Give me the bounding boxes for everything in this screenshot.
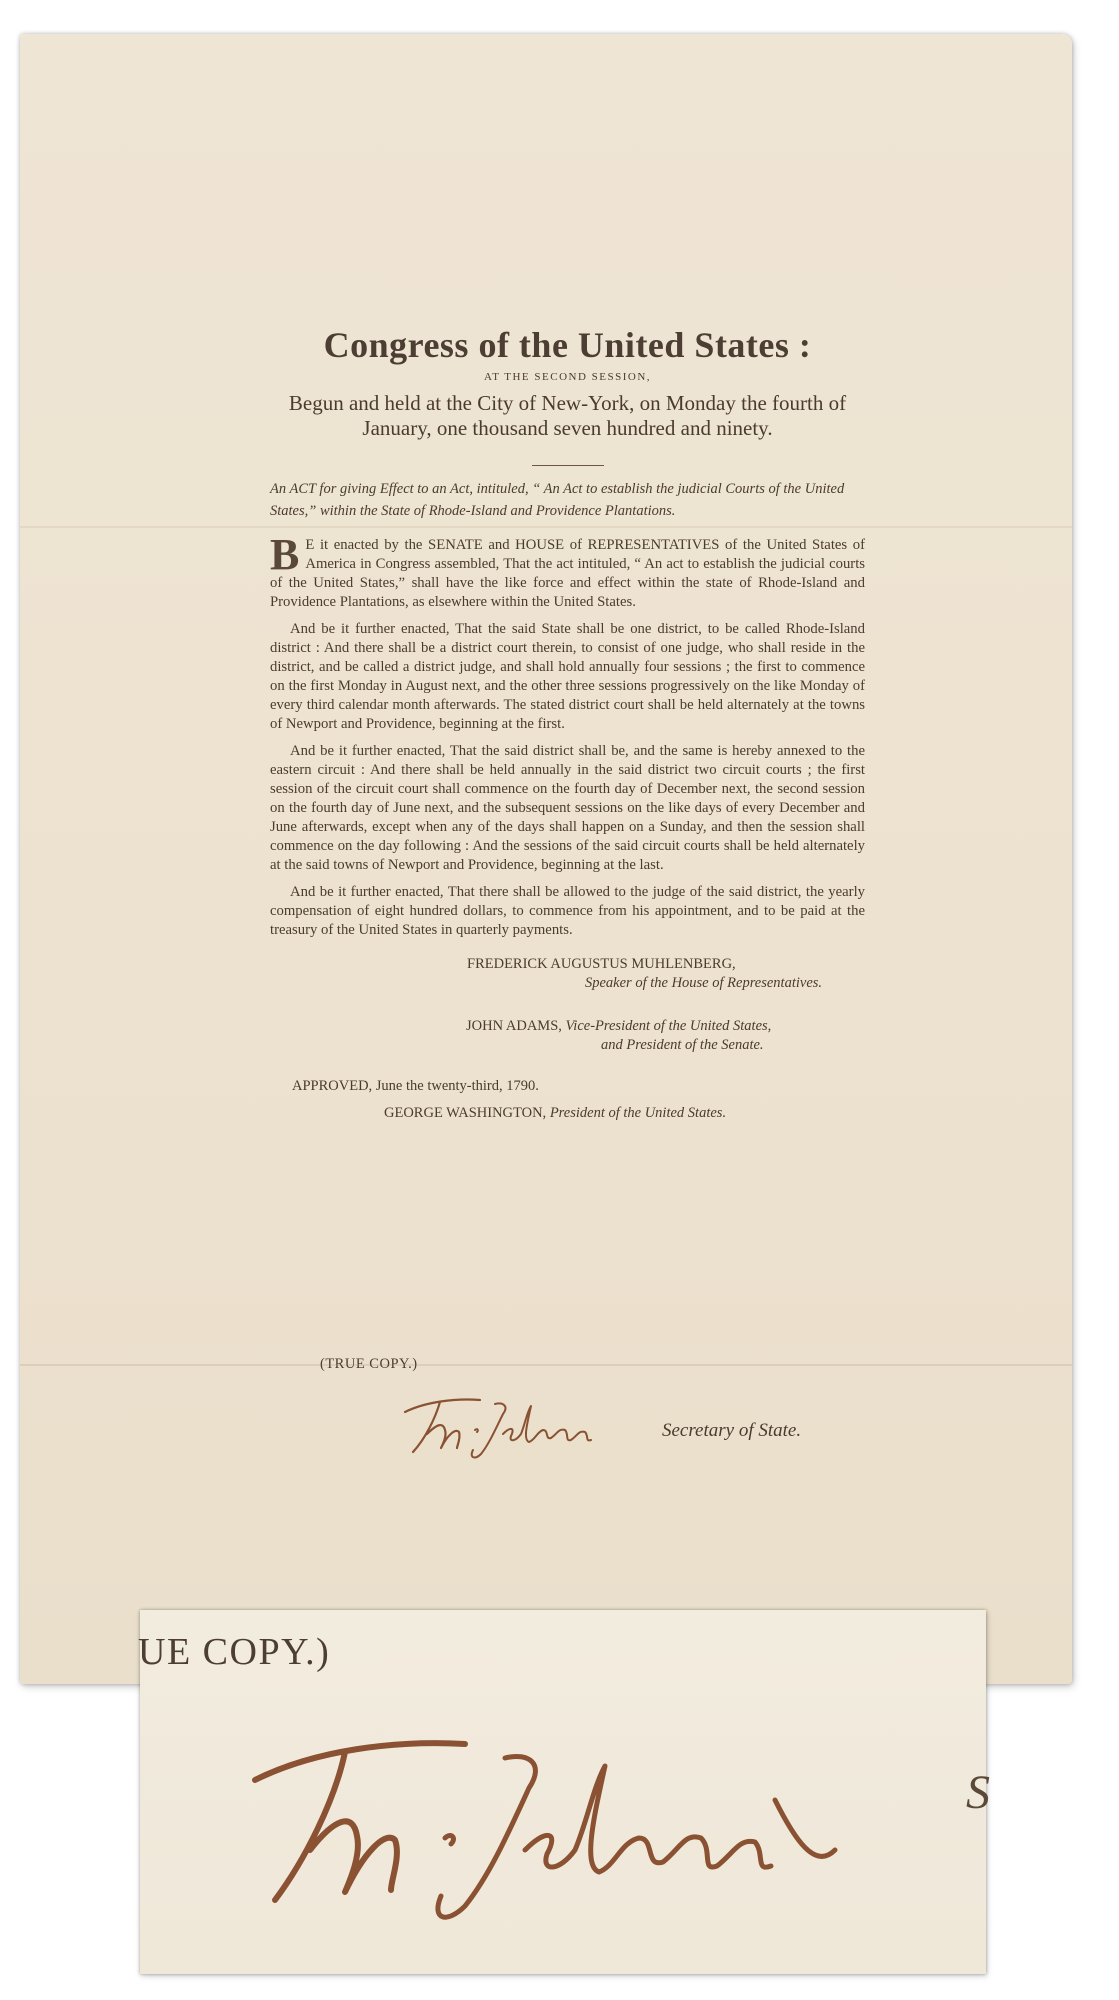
approved-line: APPROVED, June the twenty-third, 1790.: [292, 1078, 539, 1094]
inset-true-copy-text: UE COPY.): [138, 1631, 331, 1673]
adams-title-b: and President of the Senate.: [601, 1037, 764, 1053]
paragraph-2: And be it further enacted, That the said State shall be one district, to be called Rhode-Island district : And there shall be a district court therein, to consist of one judge, who shall reside in the district, and be called a district judge, and shall hold annually four sessions ; the first to commence on the first Monday in August next, and the other three sessions progressively on the like Monday of every third calendar month afterwards. The stated district court shall be held alternately at the towns of Newport and Providence, beginning at the first.: [270, 621, 865, 732]
signature-detail-inset: [138, 1610, 990, 1974]
document-title: Congress of the United States :: [323, 325, 812, 365]
begun-line: Begun and held at the City of New-York, on Monday the fourth of January, one thousand seven hundred and ninety.: [288, 391, 847, 440]
washington-title: President of the United States.: [549, 1105, 727, 1121]
adams-title-a: Vice-President of the United States,: [565, 1018, 772, 1034]
true-copy-label: (TRUE COPY.): [320, 1356, 418, 1372]
muhlenberg-name: FREDERICK AUGUSTUS MUHLENBERG,: [467, 956, 736, 972]
muhlenberg-title: Speaker of the House of Representatives.: [585, 975, 823, 991]
paragraph-1-text: E it enacted by the SENATE and HOUSE of REPRESENTATIVES of the United States of America in Congress assembled, That the act intituled, “ An act to establish the judicial courts of the United States,” shall have the like force and effect within the state of Rhode-Island and Providence Plantations, as elsewhere within the United States.: [270, 537, 865, 610]
drop-cap: B: [270, 530, 300, 579]
washington-name: GEORGE WASHINGTON,: [384, 1105, 547, 1121]
inset-jefferson-signature: [195, 1700, 915, 1940]
washington-line: [270, 1105, 865, 1122]
paragraph-3: And be it further enacted, That the said district shall be, and the same is hereby annexed to the eastern circuit : And there shall be held annually in the said district two circuit courts ; the first session of the circuit court shall commence on the fourth day of December next, the second session on the fourth day of June next, and the subsequent sessions on the like days of every December and June afterwards, except when any of the days shall happen on a Sunday, and then the session shall commence on the day following : And the sessions of the said circuit courts shall be held alternately at the said towns of Newport and Providence, beginning at the last.: [270, 743, 865, 873]
inset-tail-letter: S: [966, 1766, 990, 1819]
document-content: [270, 324, 865, 1122]
paragraph-4: And be it further enacted, That there shall be allowed to the judge of the said district, the yearly compensation of eight hundred dollars, to commence from his appointment, and to be paid at the treasury of the United States in quarterly payments.: [270, 884, 865, 938]
session-line: AT THE SECOND SESSION,: [483, 371, 652, 383]
jefferson-signature: [385, 1384, 645, 1464]
adams-name: JOHN ADAMS,: [466, 1018, 562, 1034]
document-sheet: [20, 34, 1072, 1684]
divider-rule: [532, 465, 604, 466]
act-title: An ACT for giving Effect to an Act, intituled, “ An Act to establish the judicial Courts of the United States,” within the State of Rhode-Island and Providence Plantations.: [270, 481, 845, 519]
paragraph-1: [270, 530, 865, 612]
adams-line: [270, 1018, 865, 1035]
secretary-of-state-label: Secretary of State.: [662, 1420, 802, 1441]
